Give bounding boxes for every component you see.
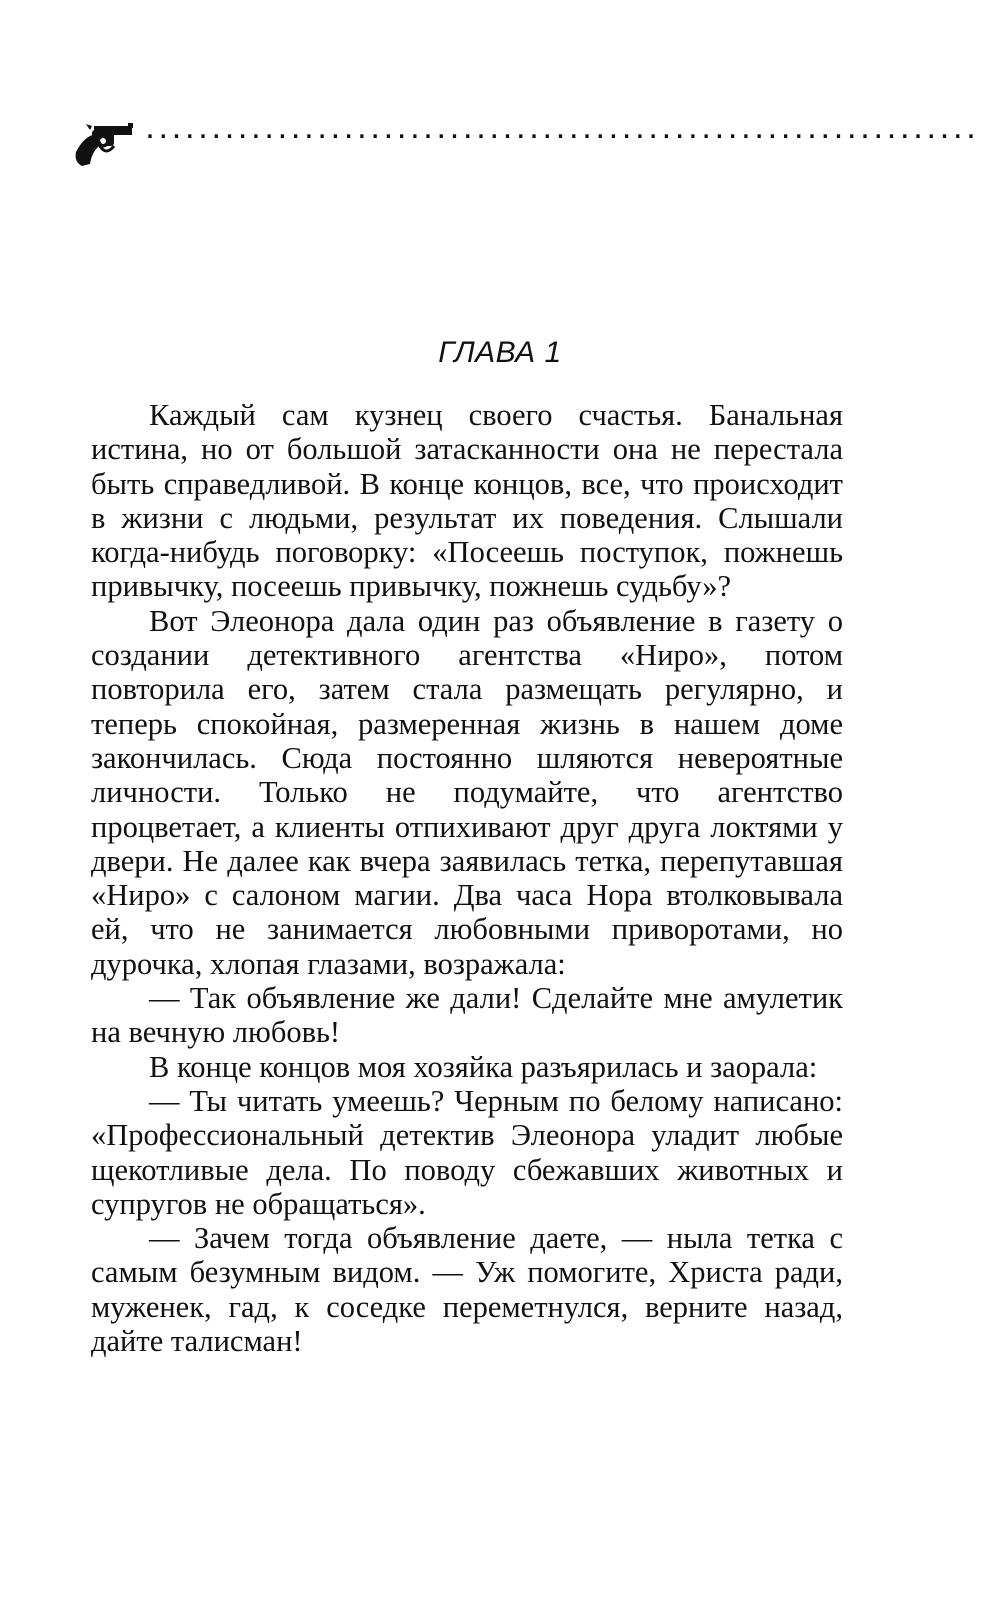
revolver-icon xyxy=(72,120,134,172)
paragraph: — Зачем тогда объявление даете, — ныла тетка с самым безумным видом. — Уж помогите, Христа ради, муженек, гад, к соседке переметнулся, верните назад, дайте талисман! xyxy=(91,1221,843,1359)
paragraph: — Так объявление же дали! Сделайте мне амулетик на вечную любовь! xyxy=(91,981,843,1050)
paragraph: В конце концов моя хозяйка разъярилась и заорала: xyxy=(149,1049,818,1084)
paragraph: Каждый сам кузнец своего счастья. Банальная истина, но от большой затасканности она не перестала быть справедливой. В конце концов, все, что происходит в жизни с людьми, результат их поведения. Слышали когда-нибудь поговорку: «Посеешь поступок, пожнешь привычку, посеешь привычку, пожнешь судьбу»? xyxy=(91,398,843,604)
chapter-title: ГЛАВА 1 xyxy=(438,336,562,369)
paragraph: Вот Элеонора дала один раз объявление в газету о создании детективного агентства «Ниро», потом повторила его, затем стала размещать регулярно, и теперь спокойная, размеренная жизнь в нашем доме закончилась. Сюда постоянно шляются невероятные личности. Только не подумайте, что агентство процветает, а клиенты отпихивают друг друга локтями у двери. Не далее как вчера заявилась тетка, перепутавшая «Ниро» с салоном магии. Два часа Нора втолковывала ей, что не занимается любовными приворотами, но дурочка, хлопая глазами, возражала: xyxy=(91,603,843,981)
paragraph: — Ты читать умеешь? Черным по белому написано: «Профессиональный детектив Элеонора уладит любые щекотливые дела. По поводу сбежавших животных и супругов не обращаться». xyxy=(91,1083,843,1221)
header-ornament xyxy=(72,119,979,180)
body-text xyxy=(91,398,843,1358)
dotted-rule: ............................................................... xyxy=(144,119,979,143)
